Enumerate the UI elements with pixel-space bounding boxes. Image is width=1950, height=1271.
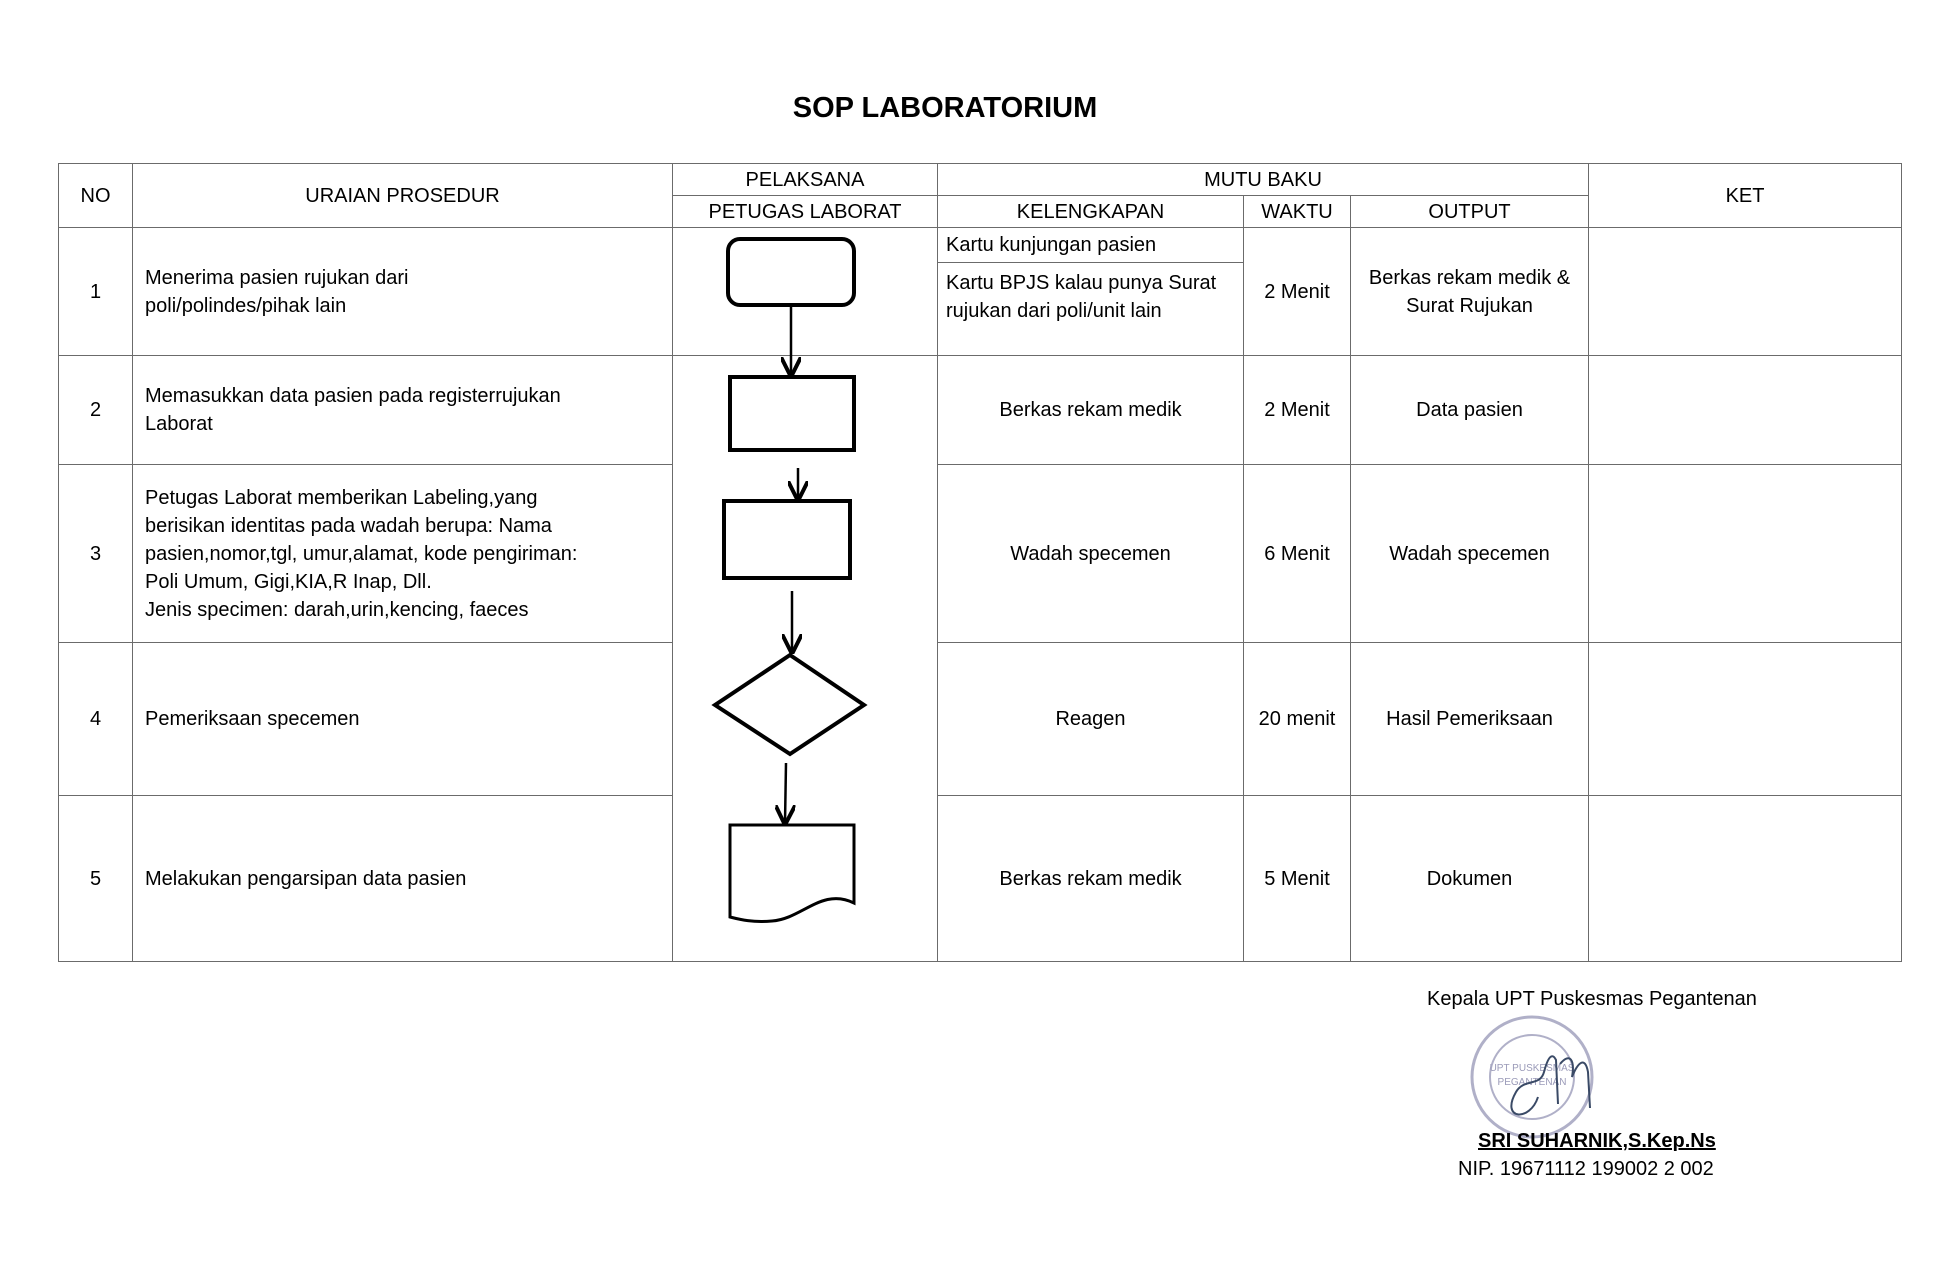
row-ket (1589, 465, 1902, 643)
page-title: SOP LABORATORIUM (792, 92, 1098, 124)
row-uraian (133, 465, 673, 643)
kelengkapan-line: Kartu BPJS kalau punya Surat (946, 272, 1217, 294)
header-mutu-baku: MUTU BAKU (938, 164, 1589, 196)
uraian-line: Petugas Laborat memberikan Labeling,yang (145, 486, 538, 509)
row-waktu: 2 Menit (1244, 356, 1351, 465)
signer-nip: NIP. 19671112 199002 2 002 (1458, 1158, 1714, 1180)
row-output: Wadah specemen (1351, 465, 1589, 643)
row-ket (1589, 796, 1902, 962)
row-uraian (133, 228, 673, 356)
table-row (59, 228, 1902, 356)
header-ket: KET (1589, 164, 1902, 228)
row-no: 5 (59, 796, 133, 962)
uraian-line: pasien,nomor,tgl, umur,alamat, kode pengiriman: (145, 542, 578, 565)
row-output: Hasil Pemeriksaan (1351, 643, 1589, 796)
row-ket (1589, 228, 1902, 356)
table-row (59, 356, 1902, 465)
uraian-line: Menerima pasien rujukan dari (145, 266, 409, 289)
row-kelengkapan: Berkas rekam medik (938, 796, 1244, 962)
kelengkapan-item: Kartu kunjungan pasien (938, 228, 1243, 263)
row-ket (1589, 643, 1902, 796)
official-stamp (1460, 1012, 1660, 1142)
row-output: Data pasien (1351, 356, 1589, 465)
row-uraian: Melakukan pengarsipan data pasien (133, 796, 673, 962)
table-row (59, 643, 1902, 796)
row-waktu: 6 Menit (1244, 465, 1351, 643)
row-ket (1589, 356, 1902, 465)
flow-cell (673, 228, 938, 356)
header-output: OUTPUT (1351, 196, 1589, 228)
row-no: 2 (59, 356, 133, 465)
row-waktu: 20 menit (1244, 643, 1351, 796)
signer-name: SRI SUHARNIK,S.Kep.Ns (1478, 1130, 1716, 1152)
row-kelengkapan: Berkas rekam medik (938, 356, 1244, 465)
uraian-line: Jenis specimen: darah,urin,kencing, faeces (145, 598, 529, 621)
output-line: Surat Rujukan (1406, 294, 1533, 317)
uraian-line: Poli Umum, Gigi,KIA,R Inap, Dll. (145, 570, 432, 593)
header-kelengkapan: KELENGKAPAN (938, 196, 1244, 228)
kelengkapan-line: rujukan dari poli/unit lain (946, 300, 1162, 322)
row-output: Dokumen (1351, 796, 1589, 962)
output-line: Berkas rekam medik & (1368, 266, 1571, 289)
header-pelaksana: PELAKSANA (673, 164, 938, 196)
row-output (1351, 228, 1589, 356)
flow-cell (673, 356, 938, 962)
header-petugas: PETUGAS LABORAT (673, 196, 938, 228)
kelengkapan-item (938, 269, 1243, 328)
header-no: NO (59, 164, 133, 228)
uraian-line: berisikan identitas pada wadah berupa: Nama (145, 514, 552, 537)
stamp-text: PEGANTENAN (1497, 1077, 1567, 1088)
signature-position: Kepala UPT Puskesmas Pegantenan (1427, 988, 1757, 1010)
row-no: 4 (59, 643, 133, 796)
uraian-line: Laborat (145, 413, 213, 435)
row-uraian (133, 356, 673, 465)
uraian-line: Memasukkan data pasien pada registerrujukan (145, 385, 561, 407)
row-no: 3 (59, 465, 133, 643)
row-kelengkapan: Reagen (938, 643, 1244, 796)
sop-table (58, 163, 1902, 962)
row-kelengkapan: Wadah specemen (938, 465, 1244, 643)
uraian-line: poli/polindes/pihak lain (145, 294, 347, 317)
row-kelengkapan (938, 228, 1244, 356)
row-no: 1 (59, 228, 133, 356)
header-uraian: URAIAN PROSEDUR (133, 164, 673, 228)
header-waktu: WAKTU (1244, 196, 1351, 228)
row-waktu: 5 Menit (1244, 796, 1351, 962)
row-waktu: 2 Menit (1244, 228, 1351, 356)
table-row (59, 796, 1902, 962)
row-uraian: Pemeriksaan specemen (133, 643, 673, 796)
stamp-text: UPT PUSKESMAS (1489, 1063, 1575, 1074)
table-row (59, 465, 1902, 643)
